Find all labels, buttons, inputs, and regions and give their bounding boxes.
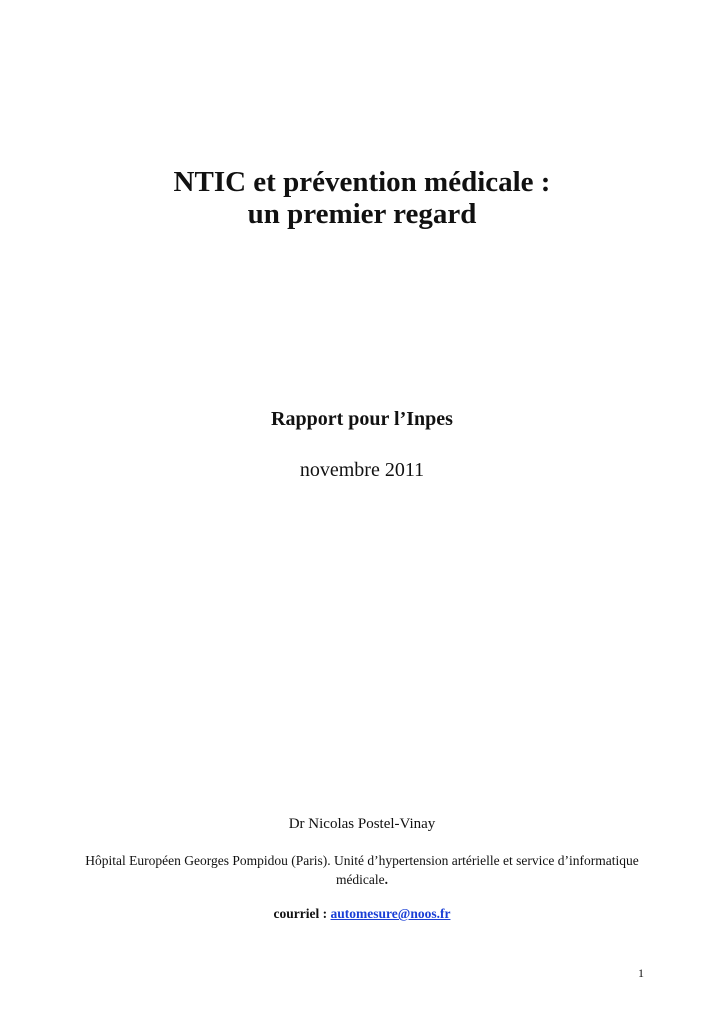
author-name: Dr Nicolas Postel-Vinay: [288, 816, 436, 832]
email-label: courriel :: [273, 906, 331, 921]
email-link[interactable]: automesure@noos.fr: [330, 906, 451, 921]
page-number: 1: [638, 966, 644, 980]
author-affiliation: [80, 851, 644, 889]
report-date: novembre 2011: [299, 459, 425, 481]
report-subtitle: Rapport pour l’Inpes: [271, 408, 453, 430]
email-line: [0, 904, 724, 923]
title-line-1: NTIC et prévention médicale :: [173, 166, 551, 198]
affiliation-period: .: [384, 872, 389, 887]
title-line-2: un premier regard: [247, 198, 477, 230]
affiliation-text: Hôpital Européen Georges Pompidou (Paris). Unité d’hypertension artérielle et service d’informatique médicale: [85, 853, 639, 887]
